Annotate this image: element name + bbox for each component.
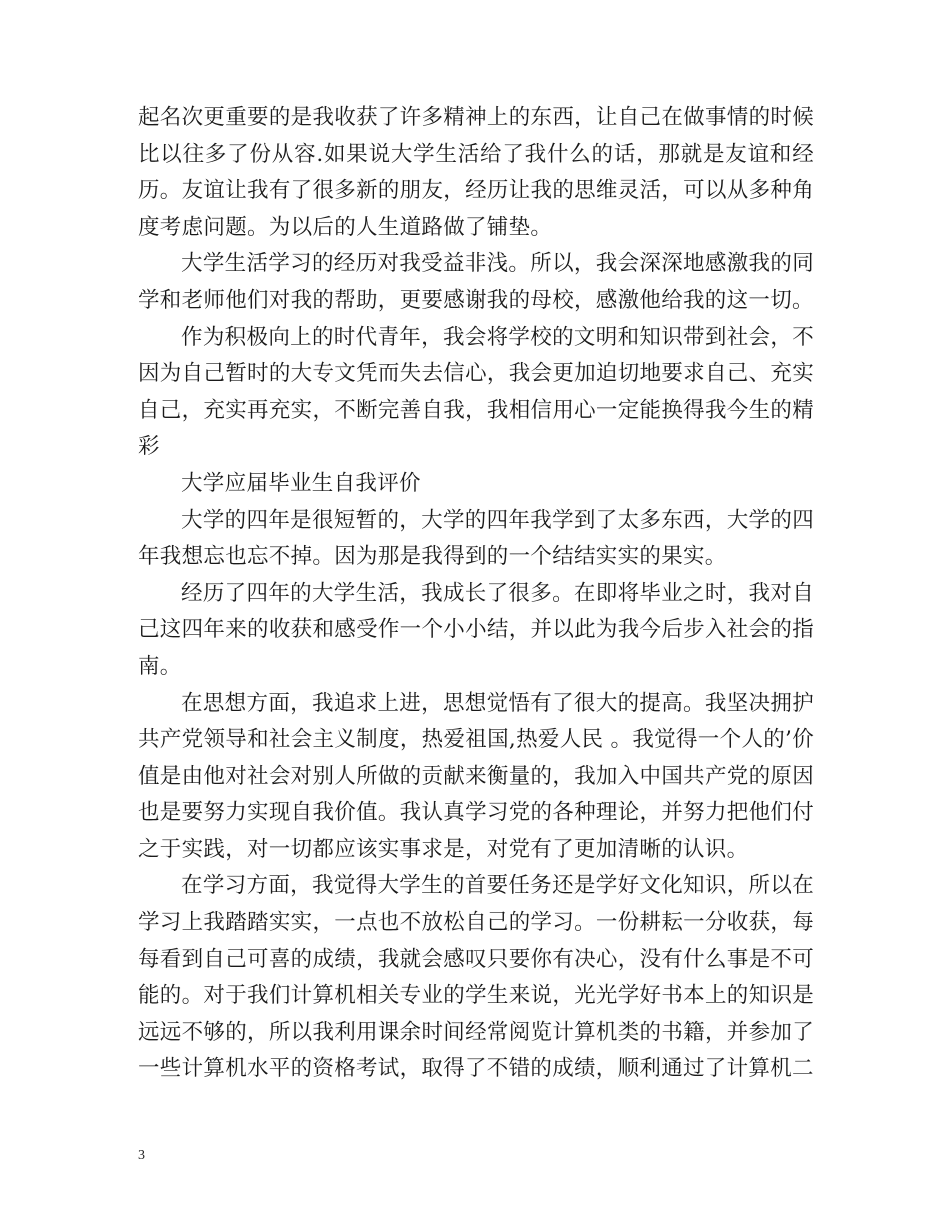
paragraph: 大学的四年是很短暂的，大学的四年我学到了太多东西，大学的四年我想忘也忘不掉。因为那是我得到的一个结结实实的果实。 [138,507,814,570]
page-number: 3 [138,1148,145,1163]
document-body [138,100,814,1088]
section-heading: 大学应届毕业生自我评价 [181,470,421,496]
paragraph: 大学生活学习的经历对我受益非浅。所以，我会深深地感激我的同学和老师他们对我的帮助，更要感谢我的母校，感激他给我的这一切。 [138,251,814,313]
paragraph: 经历了四年的大学生活，我成长了很多。在即将毕业之时，我对自己这四年来的收获和感受作一个小小结，并以此为我今后步入社会的指南。 [138,580,814,679]
paragraph: 起名次更重要的是我收获了许多精神上的东西，让自己在做事情的时候比以往多了份从容.如果说大学生活给了我什么的话，那就是友谊和经历。友谊让我有了很多新的朋友，经历让我的思维灵活，可以从多种角度考虑问题。为以后的人生道路做了铺垫。 [138,105,814,240]
paragraph: 在学习方面，我觉得大学生的首要任务还是学好文化知识，所以在学习上我踏踏实实，一点也不放松自己的学习。一份耕耘一分收获，每每看到自己可喜的成绩，我就会感叹只要你有决心，没有什么事是不可能的。对于我们计算机相关专业的学生来说，光光学好书本上的知识是远远不够的，所以我利用课余时间经常阅览计算机类的书籍，并参加了一些计算机水平的资格考试，取得了不错的成绩，顺利通过了计算机二 [138,873,814,1082]
paragraph: 作为积极向上的时代青年，我会将学校的文明和知识带到社会，不因为自己暂时的大专文凭而失去信心，我会更加迫切地要求自己、充实自己，充实再充实，不断完善自我，我相信用心一定能换得我今生的精彩 [138,324,814,460]
paragraph: 在思想方面，我追求上进，思想觉悟有了很大的提高。我坚决拥护共产党领导和社会主义制度，热爱祖国,热爱人民 。我觉得一个人的’价值是由他对社会对别人所做的贡献来衡量的，我加入中国共产党的原因也是要努力实现自我价值。我认真学习党的各种理论，并努力把他们付之于实践，对一切都应该实事求是，对党有了更加清晰的认识。 [138,690,814,862]
